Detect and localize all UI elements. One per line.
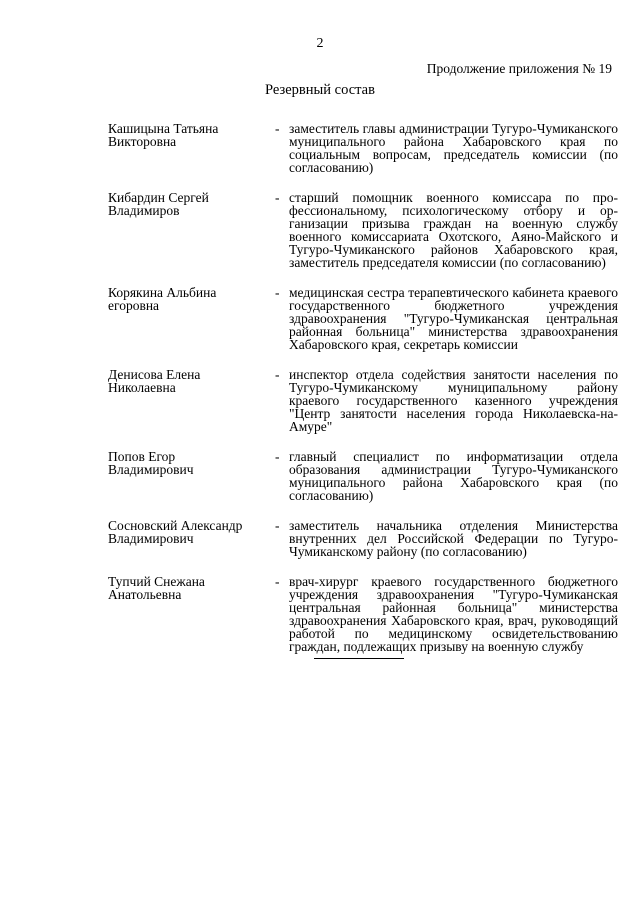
member-name: Кашицына Татьяна Викторовна (108, 121, 219, 149)
member-dash: - (275, 190, 280, 205)
member-name: Сосновский Александр Владимирович (108, 518, 243, 546)
member-dash: - (275, 367, 280, 382)
member-role: инспектор отдела содействия занятости населения по Тугуро-Чумиканскому муниципальному району краевого государственного казенного учреждения "Центр занятости населения города Николаевска-на-Амуре" (289, 367, 618, 434)
member-name: Тупчий Снежана Анатольевна (108, 574, 205, 602)
member-dash: - (275, 449, 280, 464)
member-entry (108, 450, 618, 502)
member-entry (108, 368, 618, 433)
member-entry (108, 286, 618, 351)
member-entry (108, 122, 618, 174)
member-role: старший помощник военного комиссара по профессиональному, психологическому отбору и организации призыва граждан на военную службу военного комиссариата Охотского, Аяно-Майского и Тугуро-Чумиканского районов Хабаровского края, заместитель председателя комиссии (по согласованию) (289, 190, 618, 270)
member-role: медицинская сестра терапевтического кабинета краевого государственного бюджетного учреждения здравоохранения "Тугуро-Чумиканская центральная районная больница" министерства здравоохранения Хабаровского края, секретарь комиссии (289, 285, 618, 352)
member-name: Кибардин Сергей Владимиров (108, 190, 209, 218)
member-name: Денисова Елена Николаевна (108, 367, 201, 395)
member-role: врач-хирург краевого государственного бюджетного учреждения здравоохранения "Тугуро-Чумиканская центральная районная больница" министерства здравоохранения Хабаровского края, врач, руководящий работой по медицинскому освидетельствованию граждан, подлежащих призыву на военную службу (289, 574, 618, 654)
member-entry (108, 519, 618, 558)
page-number: 2 (316, 36, 324, 51)
member-dash: - (275, 121, 280, 136)
member-name: Корякина Альбина егоровна (108, 285, 217, 313)
member-dash: - (275, 285, 280, 300)
member-dash: - (275, 518, 280, 533)
end-divider (314, 658, 404, 659)
member-list (108, 122, 618, 670)
section-title: Резервный состав (265, 82, 375, 98)
member-role: заместитель главы администрации Тугуро-Чумиканского муниципального района Хабаровского края по социальным вопросам, председатель комиссии (по согласованию) (289, 121, 618, 175)
member-role: главный специалист по информатизации отдела образования администрации Тугуро-Чумиканского муниципального района Хабаровского края (по согласованию) (289, 449, 618, 503)
continuation-note: Продолжение приложения № 19 (426, 61, 612, 76)
member-role: заместитель начальника отделения Министерства внутренних дел Российской Федерации по Тугуро-Чумиканскому району (по согласованию) (289, 518, 618, 559)
member-entry (108, 191, 618, 269)
member-name: Попов Егор Владимирович (108, 449, 194, 477)
member-dash: - (275, 574, 280, 589)
member-entry (108, 575, 618, 653)
